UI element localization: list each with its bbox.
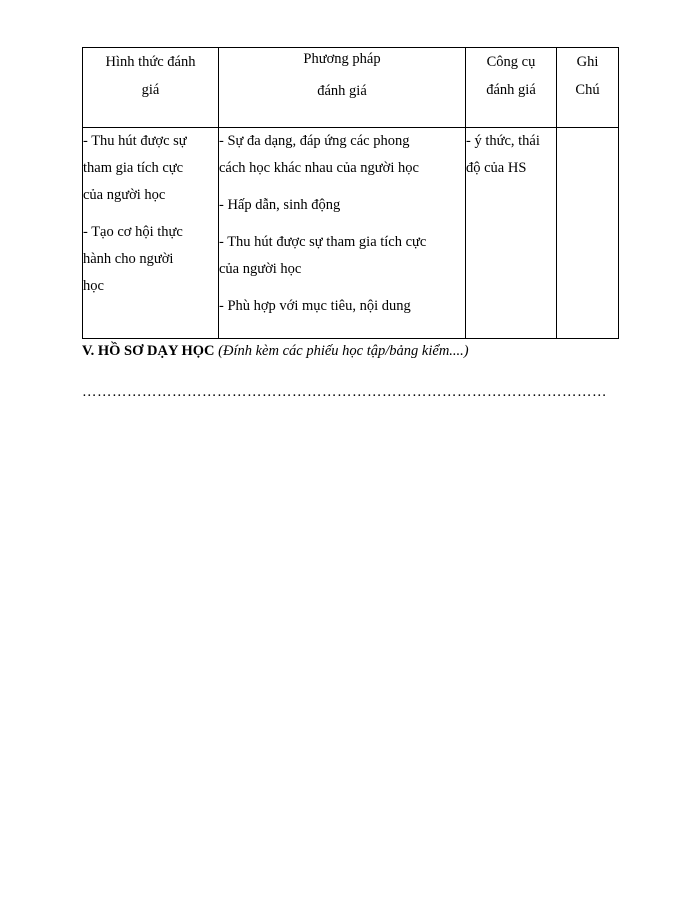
header-assessment-tool xyxy=(466,48,557,128)
header-assessment-form xyxy=(83,48,219,128)
cell-line: của người học xyxy=(83,187,166,203)
cell-line: - Tạo cơ hội thực xyxy=(83,224,183,240)
dotted-fill-line: …………………………………………………………………………………………… xyxy=(82,384,607,400)
header-text: Hình thức đánh xyxy=(105,54,196,70)
cell-line: độ của HS xyxy=(466,160,527,176)
section-note: (Đính kèm các phiếu học tập/bảng kiểm....) xyxy=(218,343,469,359)
section-heading xyxy=(82,341,469,361)
cell-line: học xyxy=(83,278,104,294)
cell-line: - Sự đa dạng, đáp ứng các phong xyxy=(219,133,410,149)
header-text: đánh giá xyxy=(317,83,367,99)
cell-assessment-form xyxy=(83,128,219,339)
header-text: giá xyxy=(141,82,160,98)
cell-line: - Thu hút được sự xyxy=(83,133,187,149)
assessment-table xyxy=(82,47,619,339)
table-row xyxy=(83,128,619,339)
cell-assessment-method xyxy=(219,128,466,339)
cell-notes xyxy=(557,128,619,339)
cell-line: - Hấp dẫn, sinh động xyxy=(219,197,341,213)
header-text: Công cụ xyxy=(486,54,536,70)
cell-line: - ý thức, thái xyxy=(466,133,540,149)
cell-line: - Thu hút được sự tham gia tích cực xyxy=(219,234,427,250)
cell-line: cách học khác nhau của người học xyxy=(219,160,419,176)
header-text: Chú xyxy=(575,82,600,98)
cell-line: tham gia tích cực xyxy=(83,160,184,176)
header-text: Ghi xyxy=(576,54,599,70)
header-text: Phương pháp xyxy=(303,51,381,67)
section-title: V. HỒ SƠ DẠY HỌC xyxy=(82,343,215,359)
cell-assessment-tool xyxy=(466,128,557,339)
header-text: đánh giá xyxy=(486,82,536,98)
cell-line: - Phù hợp với mục tiêu, nội dung xyxy=(219,298,411,314)
table-header-row xyxy=(83,48,619,128)
header-assessment-method xyxy=(219,48,466,128)
cell-line: hành cho người xyxy=(83,251,174,267)
header-notes xyxy=(557,48,619,128)
cell-line: của người học xyxy=(219,261,302,277)
